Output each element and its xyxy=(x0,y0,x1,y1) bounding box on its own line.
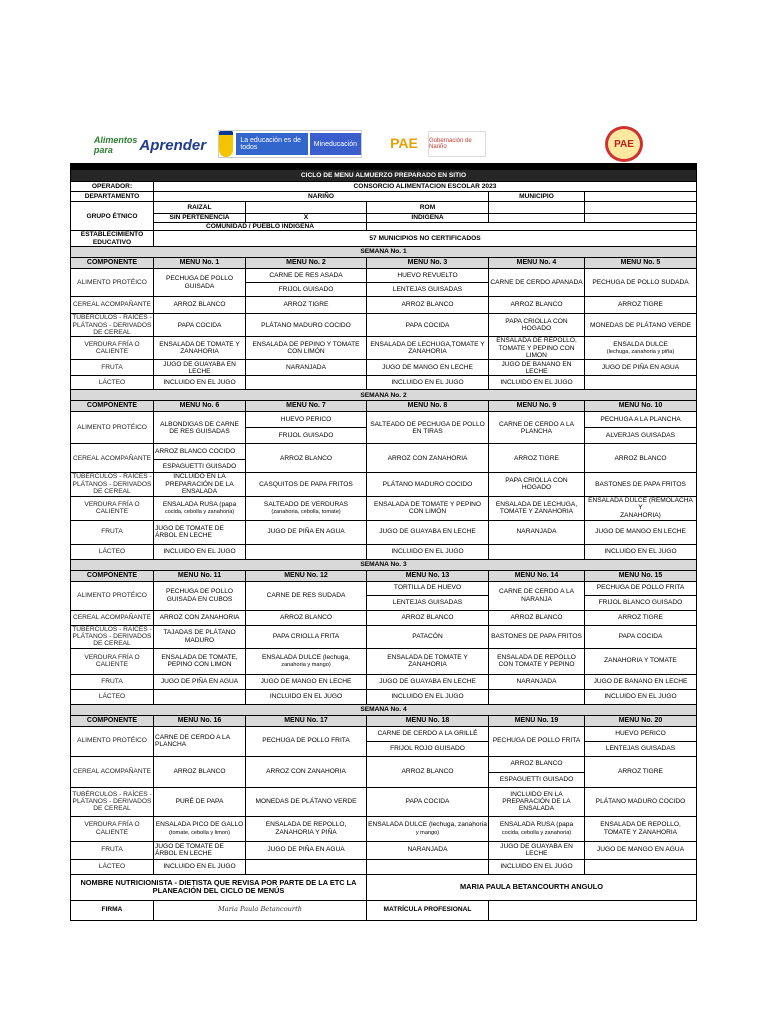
component-label: TUBÉRCULOS - RAÍCES - PLÁTANOS - DERIVADOS DE CEREAL xyxy=(72,314,152,336)
component-label: LÁCTEO xyxy=(71,544,154,559)
menu-header: MENU No. 17 xyxy=(246,715,367,726)
menu-cell: ENSALADA DULCE (lechuga, zanahoria y mango) xyxy=(367,816,489,841)
ethnic-mark: X xyxy=(246,214,367,223)
menu-cell: PLÁTANO MADURO COCIDO xyxy=(246,314,367,337)
menu-cell: PECHUGA DE POLLO GUISADA EN CUBOS xyxy=(154,581,246,610)
nutritionist-label: NOMBRE NUTRICIONISTA - DIETISTA QUE REVISA POR PARTE DE LA ETC LA PLANEACIÓN DEL CICLO DE MENÚS xyxy=(71,874,367,900)
menu-cell: PLÁTANO MADURO COCIDO xyxy=(367,473,489,496)
menu-cell: JUGO DE MANGO EN LECHE xyxy=(585,520,697,544)
menu-header: MENÚ No. 9 xyxy=(489,401,585,412)
menu-cell: MONEDAS DE PLÁTANO VERDE xyxy=(585,314,697,337)
menu-cell: ARROZ BLANCO xyxy=(246,610,367,625)
menu-cell: JUGO DE MANGO EN AGUA xyxy=(585,841,697,859)
menu-cell: ENSALADA DULCE (REMOLACHA Y ZANAHORIA) xyxy=(585,496,697,520)
menu-cell: TORTILLA DE HUEVO xyxy=(367,581,489,595)
operator-label: OPERADOR: xyxy=(71,182,154,192)
menu-cell: JUGO DE TOMATE DE ÁRBOL EN LECHE xyxy=(154,520,246,544)
menu-cell: JUGO DE PIÑA EN AGUA xyxy=(585,360,697,376)
menu-cell: ARROZ TIGRE xyxy=(489,444,585,473)
week-label: SEMANA No. 2 xyxy=(71,390,697,401)
menu-cell: INCLUIDO EN EL JUGO xyxy=(489,376,585,390)
menu-cell xyxy=(585,859,697,874)
component-label: LÁCTEO xyxy=(71,376,154,390)
menu-cell: LENTEJAS GUISADAS xyxy=(367,595,489,610)
signature: Maria Paula Betancourth xyxy=(154,900,367,920)
nutritionist-name: MARIA PAULA BETANCOURTH ANGULO xyxy=(367,874,697,900)
menu-cell: PECHUGA DE POLLO FRITA xyxy=(489,726,585,756)
menu-cell: ARROZ BLANCO xyxy=(367,610,489,625)
menu-header: MENU No. 12 xyxy=(246,570,367,581)
component-label: FRUTA xyxy=(71,360,154,376)
menu-header: MENU No. 14 xyxy=(489,570,585,581)
menu-cell: CARNE DE RES SUDADA xyxy=(246,581,367,610)
menu-cell: ENSALDA DULCE (lechuga, zanahoria y piña) xyxy=(585,337,697,360)
menu-cell: FRIJOL ROJO GUISADO xyxy=(367,741,489,756)
menu-cell: ENSALADA DE LECHUGA,TOMATE Y ZANAHORIA xyxy=(367,337,489,360)
menu-cell: INCLUIDO EN EL JUGO xyxy=(154,376,246,390)
menu-cell: JUGO DE MANGO EN LECHE xyxy=(246,674,367,689)
menu-cell: PATACÓN xyxy=(367,625,489,648)
menu-cell: PAPA COCIDA xyxy=(367,787,489,816)
gobernacion-narino-logo: Gobernación de Nariño xyxy=(428,131,486,157)
pae-badge-logo: PAE xyxy=(605,126,643,162)
menu-cell: SALTEADO DE PECHUGA DE POLLO EN TIRAS xyxy=(367,412,489,444)
menu-cell: JUGO DE BANANO EN LECHE xyxy=(585,674,697,689)
component-label: FRUTA xyxy=(71,674,154,689)
menu-cell: ENSALADA DE REPOLLO, ZANAHORIA Y PIÑA xyxy=(246,816,367,841)
menu-cell: ENSALADA DE REPOLLO, TOMATE Y PEPINO CON LIMON xyxy=(489,337,585,360)
menu-header: MENU No. 11 xyxy=(154,570,246,581)
menu-cell: INCLUIDO EN EL JUGO xyxy=(367,689,489,704)
menu-cell: ALBONDIGAS DE CARNE DE RES GUISADAS xyxy=(154,412,246,444)
menu-cell xyxy=(585,376,697,390)
component-label: ALIMENTO PROTÉICO xyxy=(71,412,154,444)
menu-cell: ARROZ BLANCO xyxy=(489,297,585,314)
menu-cell: LENTEJAS GUISADAS xyxy=(585,741,697,756)
component-header: COMPONENTE xyxy=(71,570,154,581)
menu-cell xyxy=(489,689,585,704)
week-label: SEMANA No. 3 xyxy=(71,559,697,570)
menu-cell: TAJADAS DE PLÁTANO MADURO xyxy=(154,625,246,648)
menu-cell: CASQUITOS DE PAPA FRITOS xyxy=(246,473,367,496)
week-label: SEMANA No. 4 xyxy=(71,704,697,715)
menu-cell xyxy=(246,376,367,390)
menu-cell: ENSALADA DE TOMATE Y PEPINO CON LIMÓN xyxy=(367,496,489,520)
menu-header: MENÚ No. 8 xyxy=(367,401,489,412)
component-header: COMPONENTE xyxy=(71,258,154,269)
menu-cell: ENSALADA DE PEPINO Y TOMATE CON LIMÓN xyxy=(246,337,367,360)
component-label: CEREAL ACOMPAÑANTE xyxy=(71,297,154,314)
menu-cell: NARANJADA xyxy=(367,841,489,859)
menu-cell: PECHUGA DE POLLO GUISADA xyxy=(154,269,246,297)
menu-header: MENÚ No. 10 xyxy=(585,401,697,412)
component-label: LÁCTEO xyxy=(71,859,154,874)
municipality-value xyxy=(585,192,697,202)
department-value: NARIÑO xyxy=(154,192,489,202)
component-label: CEREAL ACOMPAÑANTE xyxy=(71,444,154,473)
menu-cell: JUGO DE PIÑA EN AGUA xyxy=(154,674,246,689)
operator-value: CONSORCIO ALIMENTACION ESCOLAR 2023 xyxy=(154,182,697,192)
menu-header: MENU No. 13 xyxy=(367,570,489,581)
menu-cell: ENSALADA DE LECHUGA, TOMATE Y ZANAHORIA xyxy=(489,496,585,520)
alimentos-para-aprender-logo: Alimentos para Aprender xyxy=(93,135,207,155)
component-header: COMPONENTE xyxy=(71,715,154,726)
menu-header: MENU No. 4 xyxy=(489,258,585,269)
menu-cell: ARROZ BLANCO xyxy=(489,756,585,772)
menu-header: MENU No. 3 xyxy=(367,258,489,269)
menu-cell: INCLUIDO EN LA PREPARACIÓN DE LA ENSALADA xyxy=(489,787,585,816)
ethnic-raizal: RAIZAL xyxy=(154,202,246,214)
menu-cell: ARROZ BLANCO xyxy=(489,610,585,625)
menu-cell: HUEVO REVUELTO xyxy=(367,269,489,283)
menu-cell: ESPAGUETTI GUISADO xyxy=(154,460,246,473)
menu-header: MENU No. 18 xyxy=(367,715,489,726)
menu-cell: BASTONES DE PAPA FRITOS xyxy=(585,473,697,496)
menu-cell: ARROZ BLANCO COCIDO xyxy=(154,444,246,460)
menu-cell: PAPA COCIDA xyxy=(154,314,246,337)
menu-cell: ARROZ BLANCO xyxy=(367,297,489,314)
menu-cell: PLÁTANO MADURO COCIDO xyxy=(585,787,697,816)
menu-cell: INCLUIDO EN LA PREPARACIÓN DE LA ENSALADA xyxy=(154,473,246,496)
menu-cell: JUGO DE TOMATE DE ÁRBOL EN LECHE xyxy=(154,841,246,859)
menu-cell: JUGO DE GUAYABA EN LECHE xyxy=(367,674,489,689)
menu-cell: PECHUGA DE POLLO FRITA xyxy=(585,581,697,595)
establishment-value: 57 MUNICIPIOS NO CERTIFICADOS xyxy=(154,231,697,247)
ethnic-none: SIN PERTENENCIA xyxy=(154,214,246,223)
menu-header: MENU No. 16 xyxy=(154,715,246,726)
menu-cell: FRIJOL BLANCO GUISADO xyxy=(585,595,697,610)
menu-cell: CARNE DE RES ASADA xyxy=(246,269,367,283)
colombia-shield-icon xyxy=(219,131,233,157)
menu-cell: ARROZ BLANCO xyxy=(367,756,489,787)
ethnic-community: COMUNIDAD / PUEBLO INDIGENA xyxy=(154,223,367,231)
component-label: VERDURA FRÍA O CALIENTE xyxy=(71,337,154,360)
menu-cell: JUGO DE GUAYABA EN LECHE xyxy=(154,360,246,376)
menu-cell: PECHUGA A LA PLANCHA xyxy=(585,412,697,428)
menu-cell: ENSALADA DULCE (lechuga, zanahoria y mango) xyxy=(246,648,367,674)
menu-cell: ENSALADA PICO DE GALLO (tomate, cebolla y limon) xyxy=(154,816,246,841)
ethnic-indigena: INDIGENA xyxy=(367,214,489,223)
component-label: ALIMENTO PROTÉICO xyxy=(71,726,154,756)
menu-cell: INCLUIDO EN EL JUGO xyxy=(489,859,585,874)
menu-cell: ARROZ CON ZANAHORIA xyxy=(367,444,489,473)
pae-logo: PAE xyxy=(390,135,418,151)
establishment-label: ESTABLECIMIENTO EDUCATIVO xyxy=(71,231,154,247)
menu-cell: LENTEJAS GUISADAS xyxy=(367,283,489,297)
menu-header: MENU No. 1 xyxy=(154,258,246,269)
logo-bar xyxy=(0,126,768,162)
municipality-label: MUNICIPIO xyxy=(489,192,585,202)
menu-cell: CARNE DE CERDO A LA GRILLÉ xyxy=(367,726,489,741)
mineducacion-logo: La educación es de todos Mineducación xyxy=(218,130,362,158)
menu-cell: FRIJOL GUISADO xyxy=(246,428,367,444)
menu-header: MENÚ No. 7 xyxy=(246,401,367,412)
menu-header: MENU No. 19 xyxy=(489,715,585,726)
menu-cell: MONEDAS DE PLÁTANO VERDE xyxy=(246,787,367,816)
menu-cell: JUGO DE GUAYABA EN LECHE xyxy=(367,520,489,544)
menu-cell: CARNE DE CERDO A LA PLANCHA xyxy=(489,412,585,444)
menu-cell: JUGO DE PIÑA EN AGUA xyxy=(246,841,367,859)
menu-cycle-table xyxy=(70,163,697,921)
component-label: CEREAL ACOMPAÑANTE xyxy=(71,610,154,625)
ethnic-group-label: GRUPO ÉTNICO xyxy=(71,202,154,231)
menu-cell: INCLUIDO EN EL JUGO xyxy=(367,376,489,390)
menu-cell: PAPA CRIOLLA FRITA xyxy=(246,625,367,648)
menu-cell: ARROZ TIGRE xyxy=(246,297,367,314)
menu-cell: JUGO DE GUAYABA EN LECHE xyxy=(489,841,585,859)
menu-cell: FRIJOL GUISADO xyxy=(246,283,367,297)
menu-cell: ARROZ TIGRE xyxy=(585,756,697,787)
menu-header: MENU No. 20 xyxy=(585,715,697,726)
menu-cell: INCLUIDO EN EL JUGO xyxy=(367,544,489,559)
menu-cell: PAPA CRIOLLA CON HOGADO xyxy=(489,314,585,337)
menu-cell: INCLUIDO EN EL JUGO xyxy=(154,859,246,874)
license-value xyxy=(489,900,697,920)
menu-cell xyxy=(246,859,367,874)
menu-cell: PECHUGA DE POLLO FRITA xyxy=(246,726,367,756)
menu-cell: ARROZ BLANCO xyxy=(154,756,246,787)
component-label: ALIMENTO PROTÉICO xyxy=(71,269,154,297)
menu-cell: ENSALADA RUSA (papa cocida, cebolla y zanahoria) xyxy=(154,496,246,520)
component-label: CEREAL ACOMPAÑANTE xyxy=(71,756,154,787)
menu-cell: INCLUIDO EN EL JUGO xyxy=(154,544,246,559)
menu-cell: ESPAGUETTI GUISADO xyxy=(489,772,585,787)
component-label: VERDURA FRÍA O CALIENTE xyxy=(71,816,154,841)
menu-cell: PURÉ DE PAPA xyxy=(154,787,246,816)
menu-cell: ENSALADA DE TOMATE Y ZANAHORIA xyxy=(154,337,246,360)
menu-cell: SALTEADO DE VERDURAS (zanahoria, cebolla, tomate) xyxy=(246,496,367,520)
license-label: MATRÍCULA PROFESIONAL xyxy=(367,900,489,920)
menu-cell: JUGO DE MANGO EN LECHE xyxy=(367,360,489,376)
menu-cell: PAPA COCIDA xyxy=(367,314,489,337)
menu-cell xyxy=(489,544,585,559)
menu-cell: PAPA COCIDA xyxy=(585,625,697,648)
menu-cell: CARNE DE CERDO APANADA xyxy=(489,269,585,297)
component-label: VERDURA FRÍA O CALIENTE xyxy=(71,648,154,674)
menu-cell: ENSALADA DE TOMATE, PEPINO CON LIMON xyxy=(154,648,246,674)
department-label: DEPARTAMENTO xyxy=(71,192,154,202)
component-label: TUBÉRCULOS - RAÍCES - PLÁTANOS - DERIVADOS DE CEREAL xyxy=(72,473,152,496)
menu-cell: ARROZ BLANCO xyxy=(246,444,367,473)
menu-cell: ZANAHORIA Y TOMATE xyxy=(585,648,697,674)
component-label: ALIMENTO PROTÉICO xyxy=(71,581,154,610)
menu-cell: NARANJADA xyxy=(246,360,367,376)
menu-cell: PAPA CRIOLLA CON HOGADO xyxy=(489,473,585,496)
component-label: FRUTA xyxy=(71,841,154,859)
menu-cell: HUEVO PERICO xyxy=(585,726,697,741)
menu-cell: NARANJADA xyxy=(489,674,585,689)
menu-cell: ARROZ TIGRE xyxy=(585,297,697,314)
menu-cell xyxy=(246,544,367,559)
menu-header: MENU No. 6 xyxy=(154,401,246,412)
component-label: TUBÉRCULOS - RAÍCES - PLÁTANOS - DERIVADOS DE CEREAL xyxy=(72,625,152,648)
menu-header: MENU No. 5 xyxy=(585,258,697,269)
menu-cell: PECHUGA DE POLLO SUDADA xyxy=(585,269,697,297)
menu-cell: JUGO DE BANANO EN LECHE xyxy=(489,360,585,376)
component-label: FRUTA xyxy=(71,520,154,544)
menu-cell: ARROZ BLANCO xyxy=(154,297,246,314)
table-title: CICLO DE MENU ALMUERZO PREPARADO EN SITIO xyxy=(71,170,697,182)
menu-cell: ARROZ TIGRE xyxy=(585,610,697,625)
week-label: SEMANA No. 1 xyxy=(71,247,697,258)
component-label: VERDURA FRÍA O CALIENTE xyxy=(71,496,154,520)
menu-cell: ARROZ CON ZANAHORIA xyxy=(154,610,246,625)
menu-cell: INCLUIDO EN EL JUGO xyxy=(585,544,697,559)
menu-cell: ENSALADA RUSA (papa cocida, cebolla y zanahoria) xyxy=(489,816,585,841)
menu-cell xyxy=(367,859,489,874)
menu-header: MENU No. 15 xyxy=(585,570,697,581)
menu-cell: ARROZ CON ZANAHORIA xyxy=(246,756,367,787)
menu-cell: ARROZ BLANCO xyxy=(585,444,697,473)
component-label: LÁCTEO xyxy=(71,689,154,704)
menu-header: MENU No. 2 xyxy=(246,258,367,269)
menu-cell: INCLUIDO EN EL JUGO xyxy=(585,689,697,704)
menu-cell: CARNE DE CERDO A LA PLANCHA xyxy=(154,726,246,756)
menu-cell: JUGO DE PIÑA EN AGUA xyxy=(246,520,367,544)
menu-cell: ALVERJAS GUISADAS xyxy=(585,428,697,444)
menu-cell: HUEVO PERICO xyxy=(246,412,367,428)
menu-cell: INCLUIDO EN EL JUGO xyxy=(246,689,367,704)
menu-cell: ENSALADA DE REPOLLO CON TOMATE Y PEPINO xyxy=(489,648,585,674)
ethnic-rom: ROM xyxy=(367,202,489,214)
menu-cell: ENSALADA DE TOMATE Y ZANAHORIA xyxy=(367,648,489,674)
menu-cell: NARANJADA xyxy=(489,520,585,544)
component-header: COMPONENTE xyxy=(71,401,154,412)
menu-cell: ENSALADA DE REPOLLO, TOMATE Y ZANAHORIA xyxy=(585,816,697,841)
signature-label: FIRMA xyxy=(71,900,154,920)
menu-cell xyxy=(154,689,246,704)
menu-cell: CARNE DE CERDO A LA NARANJA xyxy=(489,581,585,610)
component-label: TUBÉRCULOS - RAÍCES - PLÁTANOS - DERIVADOS DE CEREAL xyxy=(71,787,154,816)
menu-cell: BASTONES DE PAPA FRITOS xyxy=(489,625,585,648)
